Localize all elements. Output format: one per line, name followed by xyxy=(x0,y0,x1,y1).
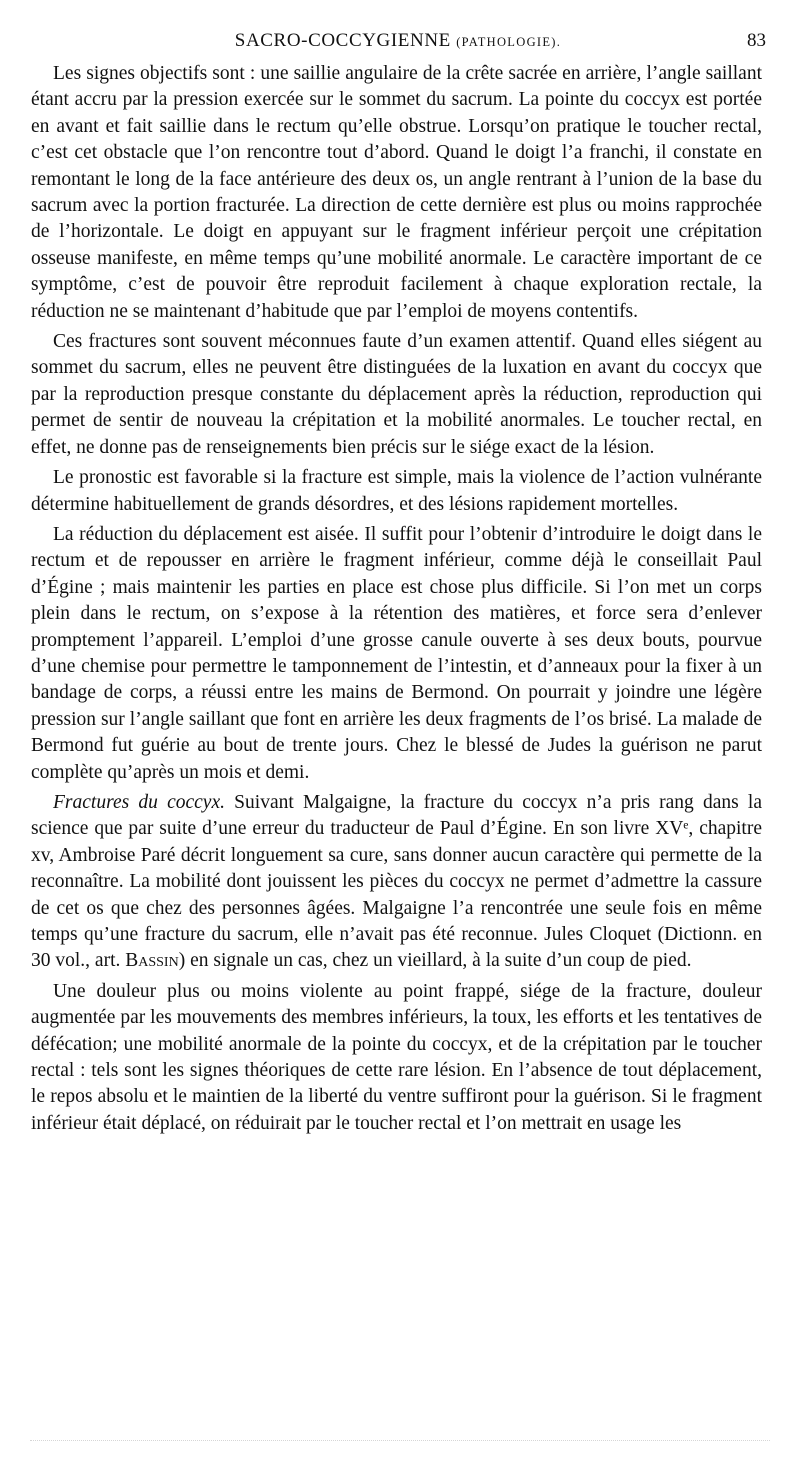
cross-reference-bassin: Bassin xyxy=(125,950,179,972)
paragraph-text-part: Suivant Malgaigne, la fracture du coccyx n’a pris rang dans la science que par suite d’une erreur du traducteur de Paul d’Égine. En son livre XVᵉ, chapitre xv, Ambroise Paré décrit longuement sa cure, sans donner aucun caractère qui permette de la reconnaître. La mobilité dont jouissent les pièces du coccyx ne permet d’admettre la cassure de cet os que chez des personnes âgées. Malgaigne l’a rencontrée une seule fois en même temps qu’une fracture du sacrum, elle n’avait pas été reconnue. Jules Cloquet (Dictionn. en 30 vol., art. xyxy=(31,791,762,972)
paragraph-fractures-meconnues: Ces fractures sont souvent méconnues faute d’un examen attentif. Quand elles siégent au sommet du sacrum, elles ne peuvent être distinguées de la luxation en avant du coccyx que par la reproduction presque constante du déplacement après la réduction, reproduction qui permet de sentir de nouveau la crépitation et la mobilité anormales. Le toucher rectal, en effet, ne donne pas de renseignements bien précis sur le siége exact de la lésion. xyxy=(31,331,762,458)
paragraph-signes-objectifs: Les signes objectifs sont : une saillie angulaire de la crête sacrée en arrière, l’angle saillant étant accru par la pression exercée sur le sommet du sacrum. La pointe du coccyx est portée en avant et fait saillie dans le rectum qu’elle obstrue. Lorsqu’on pratique le toucher rectal, c’est cet obstacle que l’on rencontre tout d’abord. Quand le doigt l’a franchi, il constate en remontant le long de la face antérieure des deux os, un angle rentrant à l’union de la base du sacrum avec la portion fracturée. La direction de cette dernière est plus ou moins rapprochée de l’horizontale. Le doigt en appuyant sur le fragment inférieur perçoit une crépitation osseuse manifeste, en même temps qu’une mobilité anormale. Le caractère important de ce symptôme, c’est de pouvoir être reproduit facilement à chaque exploration rectale, la réduction ne se maintenant d’habitude que par l’emploi de moyens contentifs. xyxy=(31,63,762,322)
bottom-scan-edge xyxy=(30,1440,770,1441)
running-head-subtitle: (PATHOLOGIE). xyxy=(456,35,562,49)
paragraph-text-part: ) en signale un cas, chez un vieillard, à la suite d’un coup de pied. xyxy=(178,950,692,972)
page-number: 83 xyxy=(747,30,766,51)
paragraph-pronostic: Le pronostic est favorable si la fracture est simple, mais la violence de l’action vulnérante détermine habituellement de grands désordres, et des lésions rapidement mortelles. xyxy=(31,467,762,515)
section-heading-italic: Fractures du coccyx. xyxy=(53,791,225,813)
paragraph-fractures-du-coccyx xyxy=(31,790,762,975)
paragraph-reduction: La réduction du déplacement est aisée. Il suffit pour l’obtenir d’introduire le doigt dans le rectum et de repousser en arrière le fragment inférieur, comme déjà le conseillait Paul d’Égine ; mais maintenir les parties en place est chose plus difficile. Si l’on met un corps plein dans le rectum, on s’expose à la rétention des matières, et force sera d’enlever promptement l’appareil. L’emploi d’une grosse canule ouverte à ses deux bouts, pourvue d’une chemise pour permettre le tamponnement de l’intestin, et d’anneaux pour la fixer à un bandage de corps, a réussi entre les mains de Bermond. On pourrait y joindre une légère pression sur l’angle saillant que font en arrière les deux fragments de l’os brisé. La malade de Bermond fut guérie au bout de trente jours. Chez le blessé de Judes la guérison ne parut complète qu’après un mois et demi. xyxy=(31,523,762,783)
page-header xyxy=(30,30,766,60)
paragraph-douleur: Une douleur plus ou moins violente au point frappé, siége de la fracture, douleur augmentée par les mouvements des membres inférieurs, la toux, les efforts et les tentatives de défécation; une mobilité anormale de la pointe du coccyx, et de la crépitation par le toucher rectal : tels sont les signes théoriques de cette rare lésion. En l’absence de tout déplacement, le repos absolu et le maintien de la liberté du ventre suffiront pour la guérison. Si le fragment inférieur était déplacé, on réduirait par le toucher rectal et l’on mettrait en usage les xyxy=(31,980,762,1134)
body-text xyxy=(31,61,762,1137)
running-head-title: SACRO-COCCYGIENNE xyxy=(234,30,451,51)
running-head xyxy=(30,30,766,52)
